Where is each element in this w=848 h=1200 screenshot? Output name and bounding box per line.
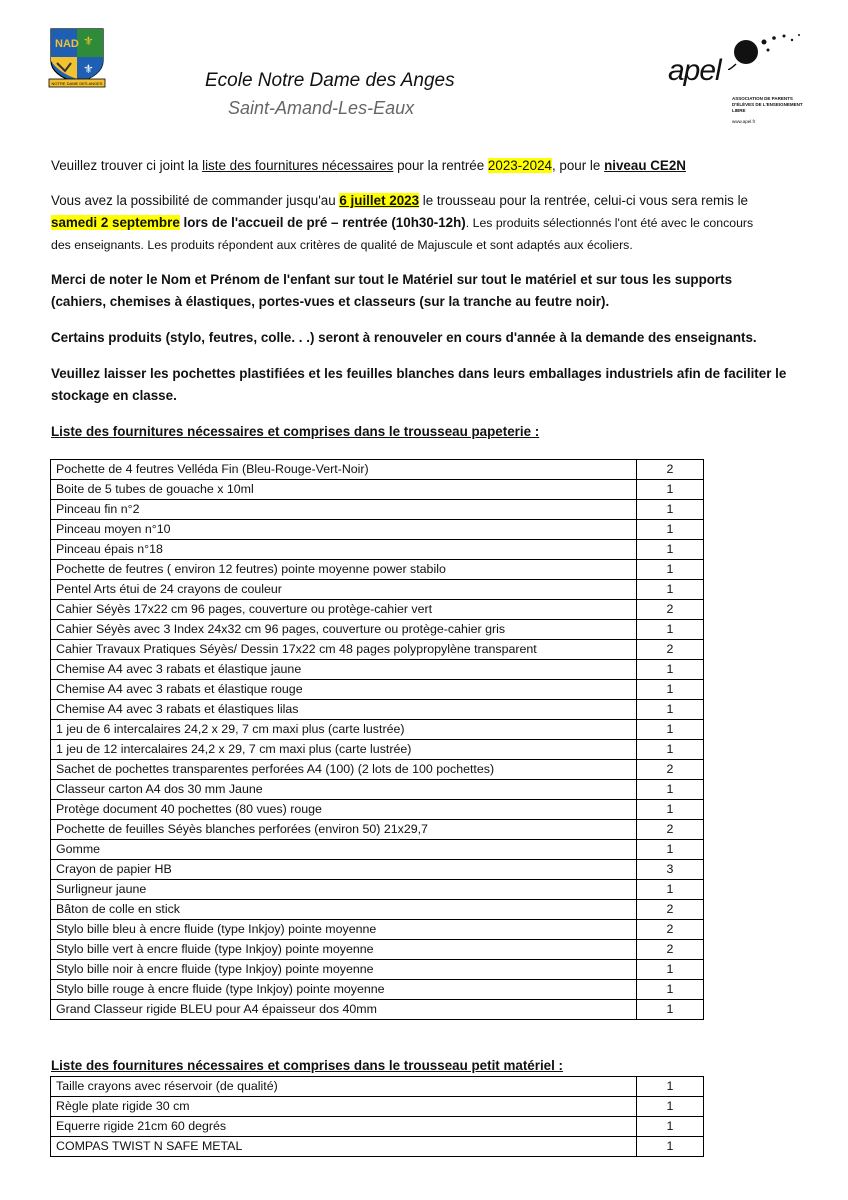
intro-paragraph-4: Certains produits (stylo, feutres, colle. . .) seront à renouveler en cours d'année à la demande des enseignants.	[51, 330, 757, 345]
item-quantity: 1	[637, 880, 704, 900]
table-row	[51, 900, 704, 920]
item-quantity: 1	[637, 780, 704, 800]
item-name: Classeur carton A4 dos 30 mm Jaune	[51, 780, 637, 800]
school-year-highlight: 2023-2024	[487, 158, 552, 173]
table-row	[51, 660, 704, 680]
item-name: Pentel Arts étui de 24 crayons de couleur	[51, 580, 637, 600]
item-quantity: 1	[637, 520, 704, 540]
item-quantity: 2	[637, 820, 704, 840]
item-quantity: 3	[637, 860, 704, 880]
table-row	[51, 880, 704, 900]
apel-subtitle: ASSOCIATION DE PARENTS D'ÉLÈVES DE L'ENSEIGNEMENT LIBRE	[732, 96, 803, 113]
school-city: Saint-Amand-Les-Eaux	[228, 98, 415, 118]
intro-paragraph-5b: stockage en classe.	[51, 388, 177, 403]
item-name: Cahier Séyès avec 3 Index 24x32 cm 96 pages, couverture ou protège-cahier gris	[51, 620, 637, 640]
intro-paragraph-3b: (cahiers, chemises à élastiques, portes-vues et classeurs (sur la tranche au feutre noir).	[51, 294, 610, 309]
item-quantity: 2	[637, 640, 704, 660]
order-deadline: 6 juillet 2023	[339, 193, 420, 208]
table-row	[51, 680, 704, 700]
item-quantity: 1	[637, 980, 704, 1000]
table-row	[51, 1117, 704, 1137]
papeterie-heading: Liste des fournitures nécessaires et comprises dans le trousseau papeterie :	[51, 424, 540, 439]
item-name: Taille crayons avec réservoir (de qualité)	[51, 1077, 637, 1097]
crest-banner: NOTRE DAME DES ANGES	[51, 81, 103, 86]
item-name: Equerre rigide 21cm 60 degrés	[51, 1117, 637, 1137]
item-name: Stylo bille rouge à encre fluide (type Inkjoy) pointe moyenne	[51, 980, 637, 1000]
item-quantity: 1	[637, 840, 704, 860]
table-row	[51, 840, 704, 860]
dandelion-icon	[728, 30, 808, 70]
table-row	[51, 780, 704, 800]
item-quantity: 1	[637, 1137, 704, 1157]
item-quantity: 1	[637, 1097, 704, 1117]
petit-materiel-heading: Liste des fournitures nécessaires et comprises dans le trousseau petit matériel :	[51, 1058, 564, 1073]
svg-text:⚜: ⚜	[83, 62, 94, 76]
item-quantity: 1	[637, 680, 704, 700]
item-name: Pinceau fin n°2	[51, 500, 637, 520]
intro-paragraph-2c: des enseignants. Les produits répondent aux critères de qualité de Majuscule et sont adaptés aux écoliers.	[51, 238, 633, 252]
apel-url: www.apel.fr	[732, 119, 756, 124]
list-link-text: liste des fournitures nécessaires	[202, 158, 394, 173]
item-quantity: 1	[637, 500, 704, 520]
item-name: Stylo bille noir à encre fluide (type Inkjoy) pointe moyenne	[51, 960, 637, 980]
crest-letters: NAD	[55, 38, 79, 50]
item-quantity: 1	[637, 700, 704, 720]
intro-paragraph-2b: samedi 2 septembre lors de l'accueil de pré – rentrée (10h30-12h). Les produits sélectionnés l'ont été avec le concours	[51, 215, 754, 230]
item-quantity: 2	[637, 460, 704, 480]
item-name: Bâton de colle en stick	[51, 900, 637, 920]
item-name: Pochette de 4 feutres Velléda Fin (Bleu-Rouge-Vert-Noir)	[51, 460, 637, 480]
item-name: Chemise A4 avec 3 rabats et élastique jaune	[51, 660, 637, 680]
item-quantity: 1	[637, 720, 704, 740]
table-row	[51, 860, 704, 880]
item-quantity: 1	[637, 540, 704, 560]
item-name: Règle plate rigide 30 cm	[51, 1097, 637, 1117]
item-quantity: 2	[637, 760, 704, 780]
delivery-date: samedi 2 septembre	[51, 215, 180, 230]
item-name: Protège document 40 pochettes (80 vues) rouge	[51, 800, 637, 820]
table-row	[51, 1077, 704, 1097]
item-name: Crayon de papier HB	[51, 860, 637, 880]
item-name: Sachet de pochettes transparentes perforées A4 (100) (2 lots de 100 pochettes)	[51, 760, 637, 780]
item-quantity: 1	[637, 660, 704, 680]
intro-paragraph-1: Veuillez trouver ci joint la liste des fournitures nécessaires pour la rentrée 2023-2024, pour le niveau CE2N	[51, 158, 686, 173]
item-name: Stylo bille vert à encre fluide (type Inkjoy) pointe moyenne	[51, 940, 637, 960]
table-row	[51, 1000, 704, 1020]
item-quantity: 2	[637, 900, 704, 920]
item-quantity: 1	[637, 620, 704, 640]
item-name: Grand Classeur rigide BLEU pour A4 épaisseur dos 40mm	[51, 1000, 637, 1020]
item-quantity: 2	[637, 920, 704, 940]
svg-text:⚜: ⚜	[83, 34, 94, 48]
school-crest-logo	[47, 27, 107, 89]
table-row	[51, 460, 704, 480]
item-name: Chemise A4 avec 3 rabats et élastique rouge	[51, 680, 637, 700]
item-name: Boite de 5 tubes de gouache x 10ml	[51, 480, 637, 500]
item-name: Cahier Travaux Pratiques Séyès/ Dessin 17x22 cm 48 pages polypropylène transparent	[51, 640, 637, 660]
table-row	[51, 540, 704, 560]
table-row	[51, 920, 704, 940]
item-name: Pinceau moyen n°10	[51, 520, 637, 540]
item-quantity: 2	[637, 940, 704, 960]
item-quantity: 1	[637, 960, 704, 980]
item-name: Pochette de feuilles Séyès blanches perforées (environ 50) 21x29,7	[51, 820, 637, 840]
table-row	[51, 980, 704, 1000]
table-row	[51, 620, 704, 640]
table-row	[51, 560, 704, 580]
table-row	[51, 940, 704, 960]
item-quantity: 1	[637, 580, 704, 600]
item-name: COMPAS TWIST N SAFE METAL	[51, 1137, 637, 1157]
table-row	[51, 720, 704, 740]
petit-materiel-table	[50, 1076, 704, 1157]
table-row	[51, 580, 704, 600]
class-level: niveau CE2N	[604, 158, 686, 173]
item-name: Cahier Séyès 17x22 cm 96 pages, couverture ou protège-cahier vert	[51, 600, 637, 620]
table-row	[51, 960, 704, 980]
table-row	[51, 520, 704, 540]
table-row	[51, 820, 704, 840]
table-row	[51, 480, 704, 500]
item-name: Gomme	[51, 840, 637, 860]
item-name: 1 jeu de 6 intercalaires 24,2 x 29, 7 cm maxi plus (carte lustrée)	[51, 720, 637, 740]
item-name: Pochette de feutres ( environ 12 feutres) pointe moyenne power stabilo	[51, 560, 637, 580]
item-quantity: 1	[637, 560, 704, 580]
table-row	[51, 1137, 704, 1157]
table-row	[51, 700, 704, 720]
item-quantity: 1	[637, 1000, 704, 1020]
item-name: Surligneur jaune	[51, 880, 637, 900]
intro-paragraph-5a: Veuillez laisser les pochettes plastifiées et les feuilles blanches dans leurs emballages industriels afin de faciliter le	[51, 366, 787, 381]
item-name: Pinceau épais n°18	[51, 540, 637, 560]
item-quantity: 1	[637, 800, 704, 820]
item-name: 1 jeu de 12 intercalaires 24,2 x 29, 7 cm maxi plus (carte lustrée)	[51, 740, 637, 760]
item-name: Stylo bille bleu à encre fluide (type Inkjoy) pointe moyenne	[51, 920, 637, 940]
papeterie-table	[50, 459, 704, 1020]
intro-paragraph-3a: Merci de noter le Nom et Prénom de l'enfant sur tout le Matériel sur tout le matériel et sur tous les supports	[51, 272, 733, 287]
school-name: Ecole Notre Dame des Anges	[205, 70, 455, 91]
table-row	[51, 500, 704, 520]
item-name: Chemise A4 avec 3 rabats et élastiques lilas	[51, 700, 637, 720]
item-quantity: 1	[637, 740, 704, 760]
item-quantity: 1	[637, 480, 704, 500]
table-row	[51, 600, 704, 620]
table-row	[51, 740, 704, 760]
apel-logo	[668, 30, 808, 130]
table-row	[51, 800, 704, 820]
intro-paragraph-2: Vous avez la possibilité de commander jusqu'au 6 juillet 2023 le trousseau pour la rentrée, celui-ci vous sera remis le	[51, 193, 749, 208]
item-quantity: 1	[637, 1117, 704, 1137]
table-row	[51, 760, 704, 780]
table-row	[51, 1097, 704, 1117]
apel-wordmark: apel	[668, 54, 721, 87]
item-quantity: 1	[637, 1077, 704, 1097]
item-quantity: 2	[637, 600, 704, 620]
table-row	[51, 640, 704, 660]
